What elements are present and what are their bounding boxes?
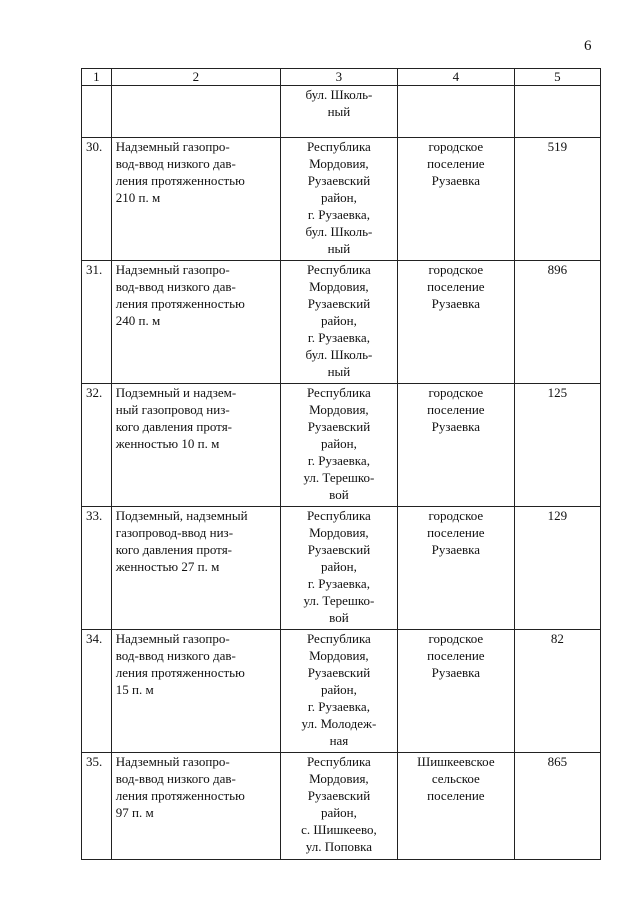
object-name-cell [111, 384, 280, 507]
column-number: 2 [111, 69, 280, 86]
location-cell [280, 753, 397, 860]
object-name-cell [111, 630, 280, 753]
location-line: Мордовия, [309, 771, 369, 786]
column-number: 4 [397, 69, 514, 86]
object-name-cell [111, 261, 280, 384]
municipality-line: Рузаевка [431, 173, 481, 188]
municipality-line: городское [428, 262, 484, 277]
location-line: район, [320, 682, 357, 697]
location-line: ул. Терешко- [303, 470, 375, 485]
municipality-line: Рузаевка [431, 296, 481, 311]
location-line: Рузаевский [307, 542, 371, 557]
location-line: ул. Терешко- [303, 593, 375, 608]
column-number: 1 [82, 69, 112, 86]
location-line: г. Рузаевка, [307, 576, 370, 591]
object-name-line: ления протяженностью [115, 296, 245, 311]
column-number-row [82, 69, 601, 86]
table-row [82, 507, 601, 630]
location-line: вой [329, 610, 349, 625]
location-line: г. Рузаевка, [307, 330, 370, 345]
row-number: 32. [82, 384, 112, 507]
row-number: 34. [82, 630, 112, 753]
municipality-line: поселение [427, 156, 485, 171]
object-name-line: вод-ввод низкого дав- [115, 279, 236, 294]
location-line: ул. Молодеж- [301, 716, 377, 731]
object-name-line: вод-ввод низкого дав- [115, 156, 236, 171]
municipality-cell [397, 261, 514, 384]
location-line: Республика [307, 139, 371, 154]
value-cell: 896 [514, 261, 600, 384]
object-name-line: ный газопровод низ- [115, 402, 230, 417]
table-row [82, 138, 601, 261]
table-row [82, 753, 601, 860]
object-name-line: Надземный газопро- [115, 631, 230, 646]
table-row [82, 261, 601, 384]
object-name-line: вод-ввод низкого дав- [115, 771, 236, 786]
location-line: ный [327, 104, 351, 119]
municipality-line: Рузаевка [431, 542, 481, 557]
value-cell: 125 [514, 384, 600, 507]
object-name-line: Надземный газопро- [115, 754, 230, 769]
municipality-line: поселение [427, 648, 485, 663]
object-name-line: 97 п. м [115, 805, 154, 820]
object-name-line: Подземный, надземный [115, 508, 248, 523]
table-row [82, 384, 601, 507]
location-line: Республика [307, 508, 371, 523]
value-cell: 82 [514, 630, 600, 753]
location-line: Республика [307, 262, 371, 277]
location-line: бул. Школь- [305, 87, 373, 102]
object-name-line: женностью 27 п. м [115, 559, 220, 574]
municipality-line: городское [428, 139, 484, 154]
location-line: г. Рузаевка, [307, 699, 370, 714]
location-line: Республика [307, 754, 371, 769]
object-name-line: 240 п. м [115, 313, 161, 328]
location-line: Мордовия, [309, 279, 369, 294]
municipality-cell [397, 138, 514, 261]
object-name-line: ления протяженностью [115, 173, 245, 188]
municipality-line: поселение [427, 279, 485, 294]
location-cell [280, 261, 397, 384]
location-cell [280, 630, 397, 753]
value-cell: 865 [514, 753, 600, 860]
municipality-line: поселение [427, 788, 485, 803]
location-line: район, [320, 313, 357, 328]
object-name-cell [111, 138, 280, 261]
empty-cell [82, 86, 112, 138]
page-number: 6 [584, 38, 592, 54]
empty-cell [111, 86, 280, 138]
location-line: г. Рузаевка, [307, 453, 370, 468]
location-line: Мордовия, [309, 525, 369, 540]
row-number: 33. [82, 507, 112, 630]
municipality-line: сельское [431, 771, 480, 786]
column-number: 3 [280, 69, 397, 86]
object-name-line: Подземный и надзем- [115, 385, 237, 400]
location-line: Рузаевский [307, 665, 371, 680]
object-name-line: ления протяженностью [115, 665, 245, 680]
location-line: Республика [307, 385, 371, 400]
row-number: 30. [82, 138, 112, 261]
location-line: бул. Школь- [305, 224, 373, 239]
object-name-line: Надземный газопро- [115, 139, 230, 154]
location-line: район, [320, 559, 357, 574]
object-name-line: вод-ввод низкого дав- [115, 648, 236, 663]
location-cell [280, 507, 397, 630]
municipality-line: городское [428, 631, 484, 646]
value-cell: 519 [514, 138, 600, 261]
continuation-row [82, 86, 601, 138]
object-name-line: ления протяженностью [115, 788, 245, 803]
municipality-cell [397, 753, 514, 860]
municipality-line: поселение [427, 525, 485, 540]
location-line: бул. Школь- [305, 347, 373, 362]
table-row [82, 630, 601, 753]
object-name-line: женностью 10 п. м [115, 436, 220, 451]
location-line: ный [327, 364, 351, 379]
object-name-line: 210 п. м [115, 190, 161, 205]
municipality-cell [397, 507, 514, 630]
location-line: Мордовия, [309, 648, 369, 663]
municipality-line: Рузаевка [431, 419, 481, 434]
location-cell [280, 138, 397, 261]
location-line: с. Шишкеево, [301, 822, 377, 837]
location-line: ная [329, 733, 349, 748]
object-name-line: 15 п. м [115, 682, 154, 697]
location-line: ул. Поповка [305, 839, 373, 854]
object-name-line: кого давления протя- [115, 542, 233, 557]
municipality-line: Шишкеевское [417, 754, 495, 769]
location-line: Рузаевский [307, 419, 371, 434]
location-cell [280, 384, 397, 507]
location-line: Мордовия, [309, 402, 369, 417]
location-line: вой [329, 487, 349, 502]
empty-cell [397, 86, 514, 138]
object-name-cell [111, 507, 280, 630]
location-line: Рузаевский [307, 296, 371, 311]
location-line: Мордовия, [309, 156, 369, 171]
row-number: 31. [82, 261, 112, 384]
column-number: 5 [514, 69, 600, 86]
location-line: район, [320, 190, 357, 205]
municipality-line: городское [428, 385, 484, 400]
object-name-line: кого давления протя- [115, 419, 233, 434]
location-line: ный [327, 241, 351, 256]
empty-cell [514, 86, 600, 138]
object-name-cell [111, 753, 280, 860]
location-line: район, [320, 805, 357, 820]
location-line: Рузаевский [307, 788, 371, 803]
row-number: 35. [82, 753, 112, 860]
location-cell [280, 86, 397, 138]
property-table [81, 68, 601, 860]
municipality-cell [397, 630, 514, 753]
value-cell: 129 [514, 507, 600, 630]
municipality-line: поселение [427, 402, 485, 417]
municipality-cell [397, 384, 514, 507]
location-line: Рузаевский [307, 173, 371, 188]
object-name-line: газопровод-ввод низ- [115, 525, 234, 540]
municipality-line: Рузаевка [431, 665, 481, 680]
location-line: г. Рузаевка, [307, 207, 370, 222]
location-line: район, [320, 436, 357, 451]
municipality-line: городское [428, 508, 484, 523]
object-name-line: Надземный газопро- [115, 262, 230, 277]
location-line: Республика [307, 631, 371, 646]
